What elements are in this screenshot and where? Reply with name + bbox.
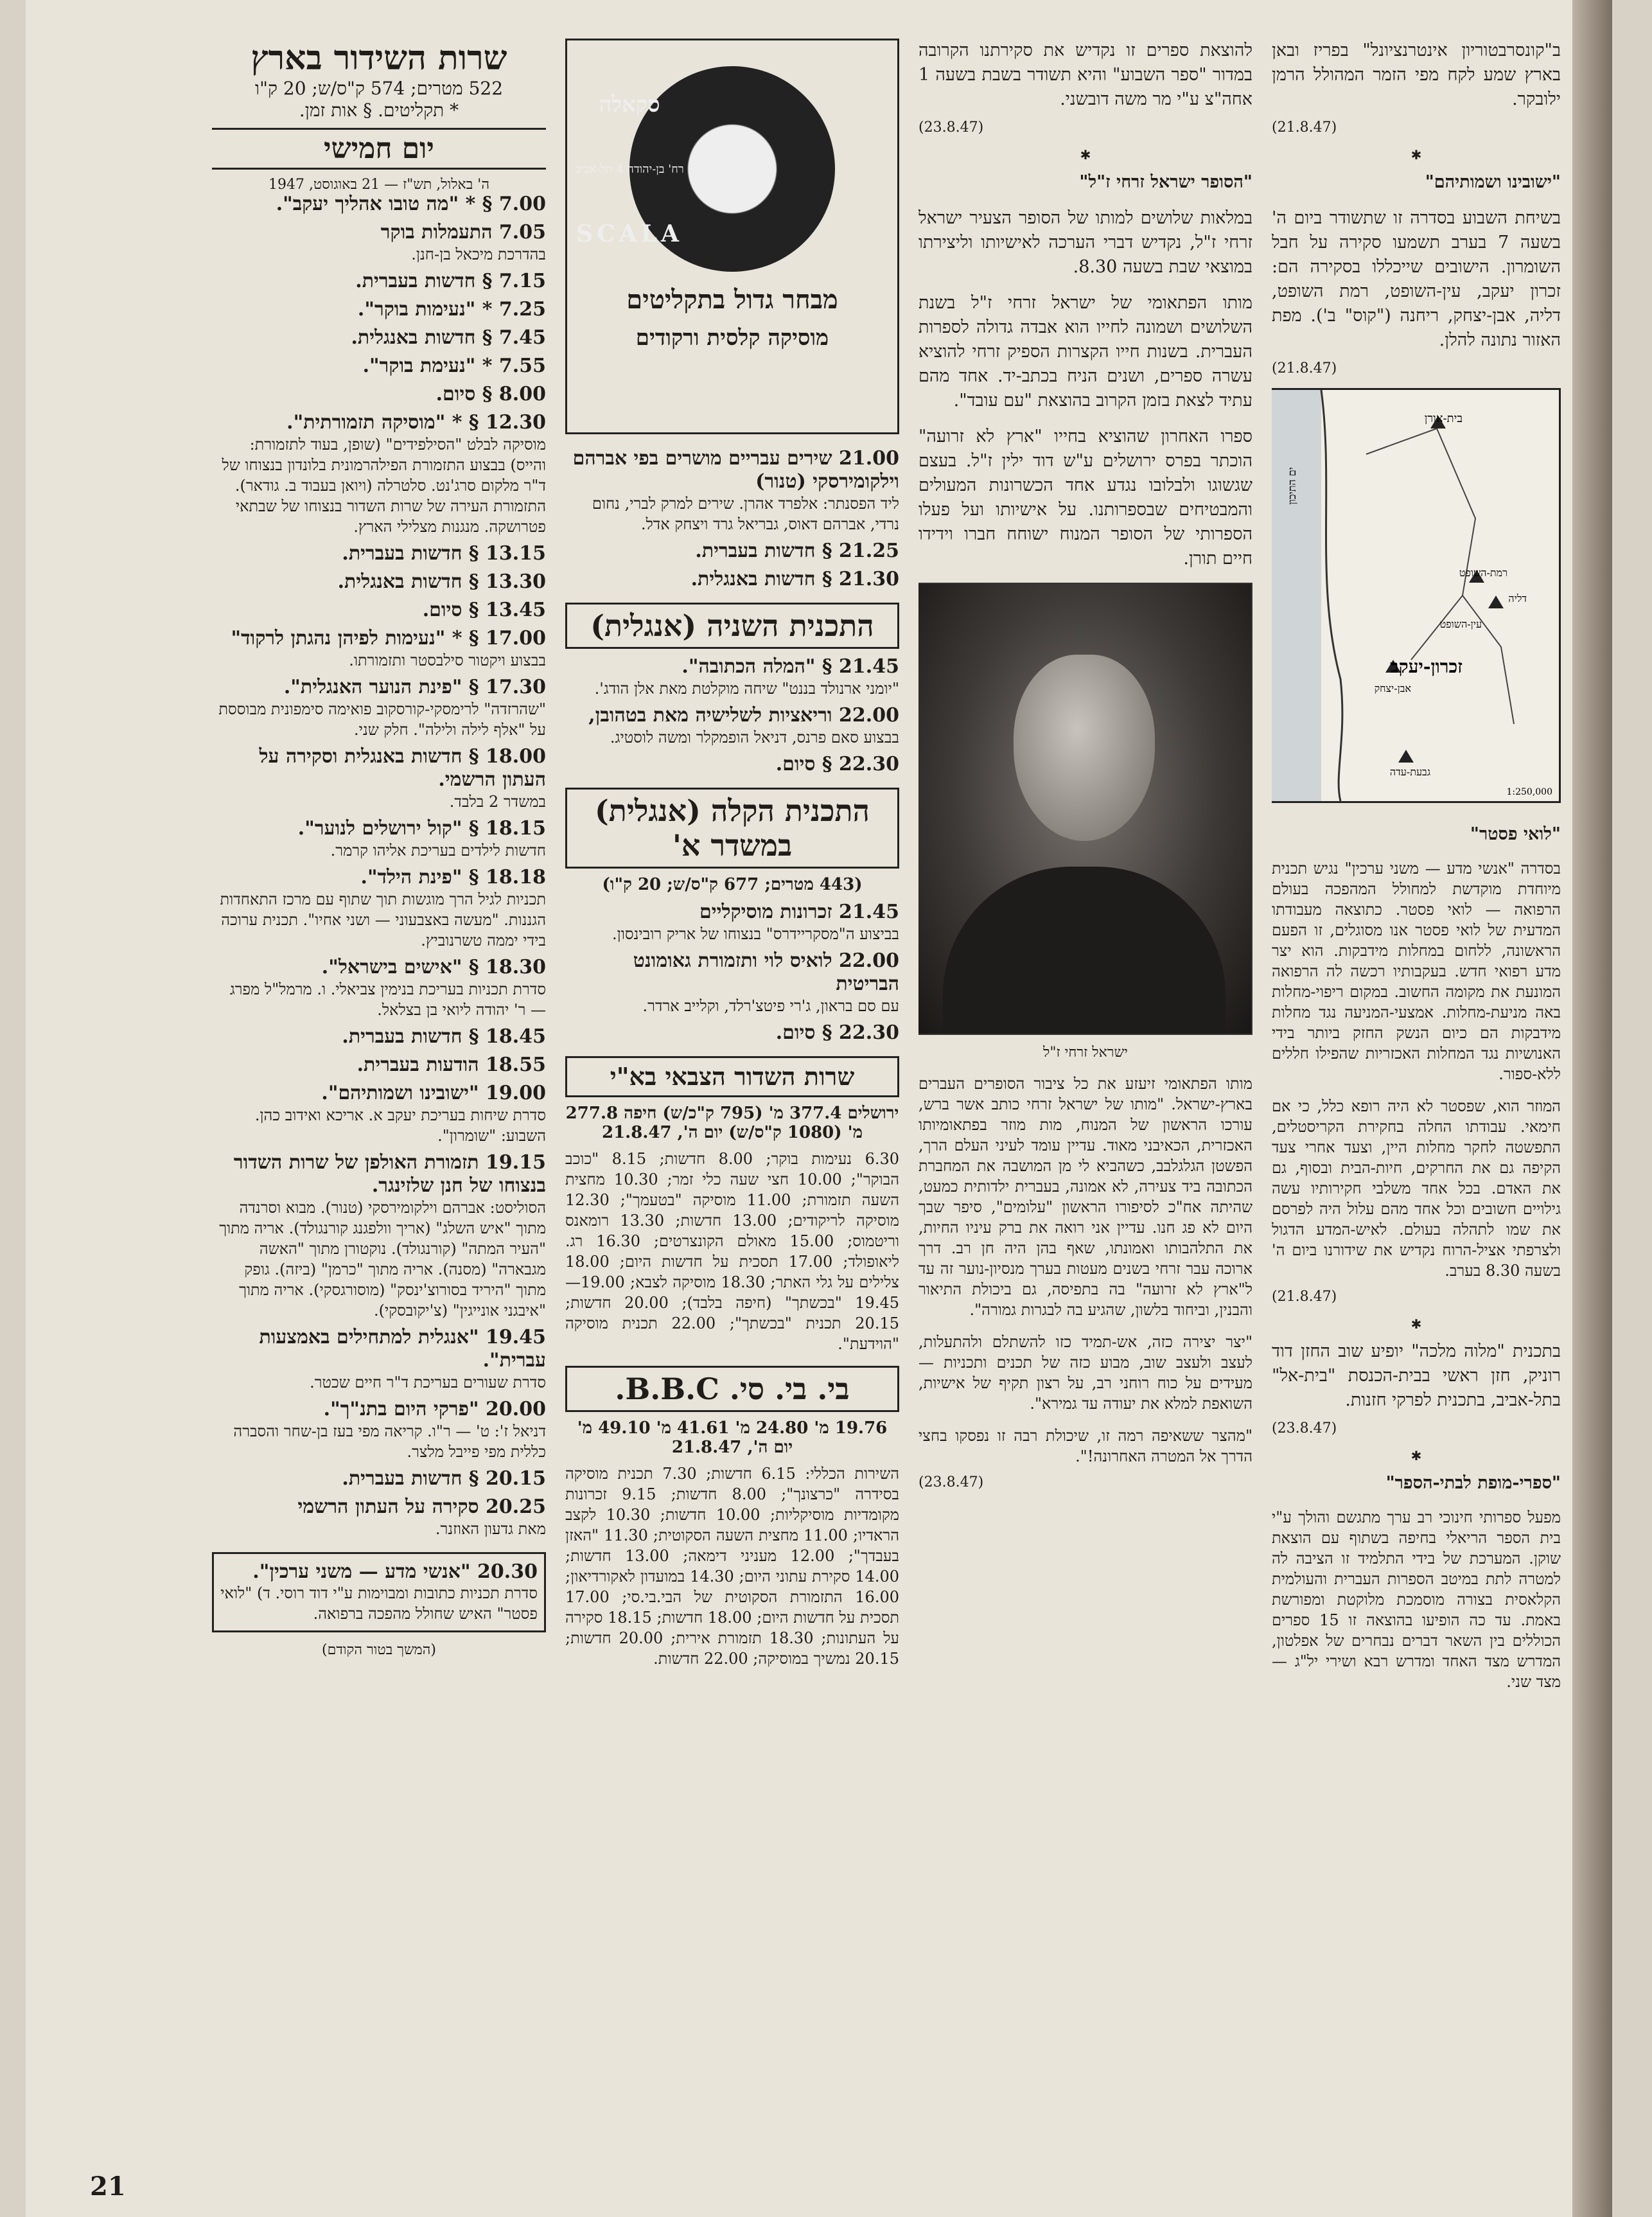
schedule-row bbox=[212, 298, 546, 321]
schedule-row bbox=[565, 950, 899, 1016]
schedule-desc: סדרת תכניות בעריכת בנימין צביאלי. ו. מרמל"ל מפרג — ר' יהודה ליואי בן בצלאל. bbox=[229, 980, 546, 1019]
schedule-row bbox=[212, 1082, 546, 1146]
schedule-time-title: 22.30 § סיום. bbox=[775, 1021, 899, 1044]
schedule-row bbox=[212, 542, 546, 565]
coastline bbox=[1321, 390, 1342, 801]
photo-face bbox=[1014, 655, 1155, 841]
schedule-row bbox=[212, 1151, 546, 1321]
article-text: בתכנית "מלוה מלכה" יופיע שוב החזן דוד רוניק, חזן ראשי בבית-הכנסת "בית-אל" בתל-אביב, בתכנית לפרקי חזנות. bbox=[1272, 1341, 1561, 1410]
schedule-legend: * תקליטים. § אות זמן. bbox=[299, 100, 459, 121]
section-title: בי. בי. סי. B.B.C. bbox=[565, 1366, 899, 1412]
schedule-row bbox=[212, 599, 546, 622]
schedule-time-title: 13.45 § סיום. bbox=[422, 599, 546, 621]
schedule-row bbox=[212, 745, 546, 812]
article-text: מותו הפתאומי זיעזע את כל ציבור הסופרים העברים בארץ-ישראל. "מותו של ישראל זרחי כותב אשר ברש, עורכו הראשון של המנוח, מות מוזר בפתאומיותו האכזרית, הכאיבני מאוד. עדיין עומד לעיני העלם הרך, הפשטן הגלגלבב, כשהביא לי מן המושבה את המחברת הכתובה ביד צעירה, לא אמונה, בעברית ילדותית כמעט, שהיתה אח"כ לסיפורו הראשון "עלומים", סיפר שבך היום לא פג חנו. עדיין אני רואה את ברק עיניו החיות, את התלהבותו ואמונתו, שאף בהן היה חן רב. דרך ארוכה עבר זרחי בשנים מעטות בערך מנסיון-נוער זה עד ל"ארץ לא זרועה" בה בתפיסה, גם ביכולת התיאור והבנין, וביחוד בלשון, שהגיע בה לבגרות גמורה". bbox=[918, 1075, 1252, 1319]
schedule-row bbox=[212, 1467, 546, 1490]
map-label: ים התיכון bbox=[1286, 467, 1298, 505]
schedule-time-title: 18.55 הודעות בעברית. bbox=[356, 1054, 546, 1076]
article-date: (23.8.47) bbox=[918, 1474, 984, 1490]
schedule-time-title: 19.00 "ישובינו ושמותיהם". bbox=[321, 1082, 546, 1104]
schedule-desc: בבצוע ויקטור סילבסטר ותזמורתו. bbox=[349, 651, 546, 669]
schedule-desc: בבצוע סאם פרנס, דניאל הופמקלר ומשה לוסטיג. bbox=[610, 729, 899, 746]
map-label: דליה bbox=[1508, 592, 1527, 605]
section-title: שרות השדור הצבאי בא"י bbox=[565, 1056, 899, 1097]
schedule-time-title: 21.45 § "המלה הכתובה". bbox=[681, 655, 899, 678]
schedule-desc: הסוליסט: אברהם וילקומירסקי (טנור). מבוא וסרנדה מתוך "איש השלג" (אריך וולפגנג קורנגולד). אריה מתוך "העיר המתה" (קורנגולד). נוקטורן מתוך "האשה מגבארה" (מסנה). אריה מתוך "כרמן" (ביזה). גופק מתוך "היריד בסורוצ'ינסק" (מוסורגסקי). אריה מתוך "איבגני אונייגין" (צ'יקובסקי). bbox=[219, 1199, 546, 1320]
schedule-time-title: 7.00 § * "מה טובו אהליך יעקב". bbox=[276, 193, 546, 215]
schedule-row bbox=[212, 221, 546, 265]
photo-caption: ישראל זרחי ז"ל bbox=[1043, 1045, 1128, 1061]
magazine-page bbox=[26, 0, 1612, 2217]
schedule-time-title: 18.18 § "פינת הילד". bbox=[360, 866, 546, 888]
road-line bbox=[1463, 596, 1514, 724]
schedule-row bbox=[212, 1054, 546, 1077]
article-text: "יצר יצירה כזה, אש-תמיד כזו להשתלם ולהתעלות, לעצב ולעצב שוב, מבוע כזה של תכנים ותכניות — מעידים על כוח רוחני רב, על רצון תקיף של אישיות, השואפת למלא את יעודה עד גמירא". bbox=[918, 1333, 1252, 1413]
map-label-main: זכרון-יעקב bbox=[1390, 656, 1463, 677]
broadcast-frequency: 522 מטרים; 574 ק"ס/ש; 20 ק"ו bbox=[254, 78, 504, 99]
settlement-icon bbox=[1488, 596, 1504, 608]
schedule-row bbox=[212, 1496, 546, 1539]
page-spine bbox=[1572, 0, 1612, 2217]
article-text: מפעל ספרותי חינוכי רב ערך מתגשם והולך ע"י בית הספר הריאלי בחיפה בשתוף עם הוצאת שוקן. המערכת של בידי התלמיד זו הציבה לה למטרה לתת במיטב הספרות העברית והעולמית הקלאסית בצורה מוסמכת מלוקטת ומפורשת באמת. עד כה הופיעו בהוצאה זו 15 ספרים הכוללים בין השאר דברים נבחרים של אפלטון, המדרש מצד האחד ומדרש רבא ושירי יל"ג — מצד שני. bbox=[1272, 1508, 1561, 1691]
ad-brand-latin: SCALA bbox=[576, 220, 683, 247]
map-label: בית-אורן bbox=[1424, 412, 1463, 425]
photo-suit bbox=[943, 867, 1226, 1034]
highlight-box bbox=[212, 1552, 546, 1632]
section-frequency: (443 מטרים; 677 ק"ס/ש; 20 ק"ו) bbox=[602, 875, 863, 894]
schedule-row bbox=[565, 753, 899, 776]
schedule-desc: סדרת שעורים בעריכת ד"ר חיים שכטר. bbox=[310, 1373, 546, 1391]
schedule-time-title: 17.30 § "פינת הנוער האנגלית". bbox=[283, 676, 546, 698]
schedule-row bbox=[565, 655, 899, 699]
schedule-time-title: 7.45 § חדשות באנגלית. bbox=[351, 326, 546, 349]
schedule-time-title: 22.30 § סיום. bbox=[775, 753, 899, 775]
schedule-time-title: 21.25 § חדשות בעברית. bbox=[695, 540, 899, 562]
schedule-time-title: 7.05 התעמלות בוקר bbox=[380, 221, 546, 243]
schedule-time-title: 19.45 "אנגלית למתחילים באמצעות עברית". bbox=[259, 1326, 546, 1372]
schedule-time-title: 22.00 לואיס לוי ותזמורת גאומונט הבריטית bbox=[633, 950, 899, 995]
schedule-desc: במשדר 2 בלבד. bbox=[449, 793, 546, 811]
article-heading: "ספרי-מופת לבתי-הספר" bbox=[1385, 1473, 1561, 1493]
schedule-row bbox=[212, 956, 546, 1020]
schedule-row bbox=[212, 270, 546, 293]
schedule-list bbox=[565, 901, 899, 1045]
schedule-desc: מוסיקה לבלט "הסילפידים" (שופן, בעוד לתזמורת: והייס) בבצוע התזמורת הפילהרמונית בלונדון בנצוחו של ד"ר מלקום סרג'נט. סלטרלה (ויואן בעבוד ב. גודאר). התזמורת העירה של שרות השדור בנצוחו של שבתאי פטרושקה. מנגנות מצלילי הארץ. bbox=[222, 436, 546, 536]
day-date: ה' באלול, תש"ז — 21 באוגוסט, 1947 bbox=[268, 177, 490, 193]
article-date: (21.8.47) bbox=[1272, 360, 1337, 376]
schedule-time-title: 7.55 * "נעימת בוקר". bbox=[362, 355, 546, 377]
article-heading: "לואי פסטר" bbox=[1470, 824, 1561, 844]
schedule-column-evening bbox=[565, 39, 899, 1669]
schedule-time-title: 18.30 § "אישים בישראל". bbox=[321, 956, 546, 978]
separator-star-icon: ✱ bbox=[1410, 1316, 1422, 1332]
map-label: עין-השופט bbox=[1439, 618, 1482, 630]
schedule-time-title: 7.15 § חדשות בעברית. bbox=[355, 270, 546, 292]
continued-note: (המשך בטור הקודם) bbox=[322, 1642, 436, 1658]
schedule-desc: מאת גדעון האוזנר. bbox=[435, 1520, 546, 1538]
schedule-time-title: 8.00 § סיום. bbox=[435, 383, 546, 405]
schedule-row bbox=[212, 411, 546, 537]
article-text: ב"קונסרבטוריון אינטרנציונל" בפריז ובאן בארץ שמע לקח מפי הזמר המהולל הרמן ילובקר. bbox=[1272, 40, 1561, 109]
schedule-list bbox=[565, 655, 899, 776]
articles-column-center bbox=[918, 39, 1252, 1502]
section-title: התכנית הקלה (אנגלית) במשדר א' bbox=[565, 788, 899, 869]
section-schedule-text: השירות הכללי: 6.15 חדשות; 7.30 תכנית מוסיקה בסידרה "כרצונך"; 8.00 חדשות; 9.15 זכרונות מקומדיות מוסיקליות; 10.00 חדשות; 10.30 לקצב הראדיו; 11.00 מחצית השעה הסקוטית; 11.30 "האזן בעבדך"; 12.00 מעניני דימאה; 13.00 חדשות; 14.00 סקירת עתוני היום; 14.30 במועדון לאקורדיאון; 16.00 התזמורת הסקוטית של הבי.בי.סי; 17.00 תסכית על חדשות היום; 18.00 חדשות; 18.15 סקירה על העתונות; 18.30 תזמורת אירית; 20.00 חדשות; 20.15 נמשיך במוסיקה; 22.00 חדשות. bbox=[565, 1465, 899, 1668]
map-svg bbox=[1272, 390, 1559, 801]
scala-advertisement bbox=[565, 39, 899, 434]
schedule-time-title: 21.30 § חדשות באנגלית. bbox=[690, 568, 899, 590]
article-text: מותו הפתאומי של ישראל זרחי ז"ל בשנת השלושים ושמונה לחייו הוא אבדה גדולה לספרות העברית. בשנות חייו הקצרות הספיק זרחי להוציא עשרה ספרים, ושנים הניח בכתב-יד. אחד מהם עתיד לצאת בזמן הקרוב בהוצאת "עם עובד". bbox=[918, 293, 1252, 411]
schedule-row bbox=[212, 570, 546, 594]
schedule-time-title: 13.15 § חדשות בעברית. bbox=[342, 542, 546, 565]
ad-slogan: מוסיקה קלסית ורקודים bbox=[635, 325, 829, 351]
separator-star-icon: ✱ bbox=[1410, 147, 1422, 163]
schedule-row bbox=[565, 704, 899, 748]
schedule-row bbox=[212, 1326, 546, 1393]
schedule-row bbox=[565, 1021, 899, 1045]
map-label: אבן-יצחק bbox=[1374, 682, 1411, 694]
record-disc-icon bbox=[575, 66, 835, 272]
schedule-desc: תכניות לגיל הרך מוגשות תוך שתוף עם מרכז התאחדות הגננות. "מעשה באצבעוני — ושני אחיו". תכנית ערוכה בידי יממה טשרנוביץ. bbox=[220, 890, 546, 950]
article-date: (21.8.47) bbox=[1272, 1289, 1337, 1305]
ad-slogan: מבחר גדול בתקליטים bbox=[626, 285, 838, 315]
schedule-row bbox=[212, 355, 546, 378]
section-frequency: 19.76 מ' 24.80 מ' 41.61 מ' 49.10 מ' יום ה', 21.8.47 bbox=[577, 1418, 888, 1457]
schedule-time-title: 21.45 זכרונות מוסיקליים bbox=[699, 901, 899, 923]
schedule-time-title: 20.00 "פרקי היום בתנ"ך". bbox=[323, 1398, 546, 1420]
schedule-desc: חדשות לילדים בעריכת אליהו קרמר. bbox=[330, 842, 546, 860]
articles-column-right bbox=[1272, 39, 1561, 1704]
schedule-desc: "שהרזדה" לרימסקי-קורסקוב פואימה סימפונית מבוססת על "אלף לילה ולילה". חלק שני. bbox=[218, 700, 546, 739]
schedule-row bbox=[212, 676, 546, 740]
article-text: בשיחת השבוע בסדרה זו שתשודר ביום ה' בשעה 7 בערב תשמעו סקירה על חבל השומרון. הישובים שייכללו בסקירה הם: זכרון יעקב, עין-השופט, רמת השופט, דליה, אבן-יצחק, ריחנה ("קוס" ב'). מפת האזור נתונה להלן. bbox=[1272, 208, 1561, 350]
schedule-time-title: 18.45 § חדשות בעברית. bbox=[342, 1025, 546, 1048]
page-number: 21 bbox=[90, 2171, 126, 2202]
article-date: (23.8.47) bbox=[918, 119, 984, 136]
schedule-row bbox=[565, 540, 899, 563]
section-title: התכנית השניה (אנגלית) bbox=[565, 603, 899, 649]
schedule-row bbox=[212, 627, 546, 671]
separator-star-icon: ✱ bbox=[1080, 147, 1091, 163]
schedule-row bbox=[212, 1025, 546, 1048]
schedule-time-title: 18.15 § "קול ירושלים לנוער". bbox=[297, 817, 546, 840]
article-text: ספרו האחרון שהוציא בחייו "ארץ לא זרועה" הוכתר בפרס ירושלים ע"ש דוד ילין ז"ל. בעצם שגשוגו ולבלובו נגדע אחד הכשרונות המעולים והמבטיחים שבספרותנו. על אישיותו ועל פעלו הספרותי של הסופר המנוח ישוחח חברו וידידו חיים תורן. bbox=[918, 427, 1252, 569]
schedule-time-title: 21.00 שירים עבריים מושרים בפי אברהם וילקומירסקי (טנור) bbox=[572, 447, 899, 493]
article-text: בסדרה "אנשי מדע — משני ערכין" נגיש תכנית מיוחדת מוקדשת למחולל המהפכה בעולם הרפואה — לואי פסטר. כתוצאה מעבודתו המדעית של לואי פסטר אנו מסוגלים, זו הפעם הראשונה, ללחום במחלות מידבקות. הוא יצר מדע רפואי חדש. בעקבותיו רכשה לה הרפואה המונעת את מקומה החשוב. במקום ריפוי-מחלות באה מניעת-מחלות. אמצעי-המניעה נגד מחלות מידבקות הם כיום הנשק החזק ביותר בידי האנושיות נגד המחלות האכזריות שהפילו חללים ללא-ספור. bbox=[1272, 860, 1561, 1083]
broadcast-service-title: שרות השידור בארץ bbox=[250, 39, 507, 78]
schedule-time-title: 19.15 תזמורת האולפן של שרות השדור בנצוחו של חנן שלזינגר. bbox=[233, 1151, 546, 1197]
schedule-row bbox=[565, 447, 899, 534]
map-label: גבעת-עדה bbox=[1389, 766, 1430, 778]
schedule-desc: בהדרכת מיכאל בן-חנן. bbox=[411, 245, 546, 263]
ad-brand-hebrew: סקאלה bbox=[599, 92, 660, 118]
author-photo bbox=[918, 583, 1252, 1035]
section-schedule-text: 6.30 נעימות בוקר; 8.00 חדשות; 8.15 "כוכב הבוקר"; 10.00 חצי שעה כלי זמר; 10.30 מחצית השעה תזמורת; 11.00 מוסיקה "בטעמך"; 12.30 מוסיקה לריקודים; 13.00 חדשות; 13.30 רומאנס וריטמוס; 15.00 מאולם הקונצרטים; 16.30 רג. ליאופולד; 17.00 תסכית על חדשות היום; 18.00 צלילים על גלי האתר; 18.30 מוסיקה לצבא; 19.00—19.45 "בכשתך" (חיפה בלבד); 20.00 חדשות; 20.15 תכנית "בכשתך"; 22.00 תכנית מוסיקה "הוידעת". bbox=[565, 1150, 899, 1353]
separator-star-icon: ✱ bbox=[1410, 1448, 1422, 1463]
schedule-row bbox=[212, 193, 546, 216]
article-date: (23.8.47) bbox=[1272, 1420, 1337, 1436]
schedule-time-title: 17.00 § * "נעימות לפיהן נהגתן לרקוד" bbox=[231, 627, 546, 649]
schedule-time-title: 12.30 § * "מוסיקה תזמורתית". bbox=[286, 411, 546, 434]
schedule-row bbox=[212, 866, 546, 951]
section-frequency: ירושלים 377.4 מ' (795 ק"כ/ש) חיפה 277.8 מ' (1080 ק"ס/ש) יום ה', 21.8.47 bbox=[565, 1104, 899, 1142]
schedule-row bbox=[565, 901, 899, 944]
sea-area bbox=[1272, 390, 1321, 801]
region-map bbox=[1272, 388, 1561, 803]
schedule-desc: עם סם בראון, ג'רי פיטצ'רלד, וקלייב ארדר. bbox=[642, 997, 899, 1015]
ad-address: רח' בן-יהודה 4 תל-אביב bbox=[575, 163, 684, 176]
article-text: במלאות שלושים למותו של הסופר הצעיר ישראל זרחי ז"ל, נקדיש דברי הערכה לאישיותו וליצירתו במוצאי שבת בשעה 8.30. bbox=[918, 208, 1252, 277]
schedule-time-title: 18.00 § חדשות באנגלית וסקירה על העתון הרשמי. bbox=[259, 745, 546, 791]
schedule-time-title: 22.00 וריאציות לשלישיה מאת בטהובן, bbox=[588, 704, 899, 727]
schedule-row bbox=[565, 568, 899, 591]
schedule-desc: בביצוע ה"מסקריידרס" בנצוחו של אריק רובינסון. bbox=[612, 925, 899, 943]
schedule-desc: ליד הפסנתר: אלפרד אהרן. שירים למרק לברי, נחום נרדי, אברהם דאוס, גבריאל גרד ויצחק אדל. bbox=[592, 495, 899, 533]
box-text: סדרת תכניות כתובות ומבוימות ע"י דוד רוסי. ד) "לואי פסטר" האיש שחולל מהפכה ברפואה. bbox=[220, 1584, 538, 1623]
article-heading: "ישובינו ושמותיהם" bbox=[1425, 172, 1561, 192]
schedule-desc: "יומני ארנולד בננט" שיחה מוקלטת מאת אלן הודג'. bbox=[594, 680, 899, 698]
article-text: "מהצר ששאיפה רמה זו, שיכולת רבה זו נפסקו בחצי הדרך אל המטרה האחרונה!". bbox=[918, 1427, 1252, 1465]
schedule-time-title: 20.25 סקירה על העתון הרשמי bbox=[297, 1496, 546, 1518]
schedule-row bbox=[212, 383, 546, 406]
article-text: להוצאת ספרים זו נקדיש את סקירתנו הקרובה במדור "ספר השבוע" והיא תשודר בשבת בשעה 1 אחה"צ ע"י מר משה דובשני. bbox=[918, 40, 1252, 109]
box-title: 20.30 "אנשי מדע — משני ערכין". bbox=[252, 1560, 538, 1583]
article-text: המוזר הוא, שפסטר לא היה רופא כלל, כי אם חימאי. עבודתו החלה בחקירת הקריסטלים, התפשטה לחקר מחלות היין, וצעד אחרי צעד הקיפה גם את החרקים, חיות-הבית ובסוף, גם את האדם. בכל אחד משלבי חקירותיו עשה גילויים חשובים וכל אחד מהם עלול היה לפרסם את שמו לתהלה בעולם. לאיש-המדע הדגול ולצרפתי אציל-הרוח נקדיש את שידורנו ביום ה' בשעה 8.30 בערב. bbox=[1272, 1097, 1561, 1280]
schedule-desc: דניאל ז': ט' — ר"ו. קריאה מפי בעז בן-שחר והסברה כללית מפי פייבל מלצר. bbox=[233, 1422, 546, 1461]
schedule-time-title: 7.25 * "נעימות בוקר". bbox=[357, 298, 546, 321]
article-date: (21.8.47) bbox=[1272, 119, 1337, 136]
article-heading: "הסופר ישראל זרחי ז"ל" bbox=[1079, 172, 1252, 192]
schedule-row bbox=[212, 1398, 546, 1462]
schedule-column-day bbox=[212, 39, 546, 1671]
schedule-time-title: 20.15 § חדשות בעברית. bbox=[342, 1467, 546, 1490]
day-heading: יום חמישי bbox=[212, 128, 546, 170]
map-scale: 1:250,000 bbox=[1506, 787, 1552, 797]
map-label: רמת-השופט bbox=[1459, 567, 1507, 579]
schedule-list bbox=[212, 193, 546, 1539]
schedule-row bbox=[212, 817, 546, 861]
schedule-time-title: 13.30 § חדשות באנגלית. bbox=[337, 570, 546, 593]
settlement-icon bbox=[1398, 750, 1414, 763]
schedule-desc: סדרת שיחות בעריכת יעקב א. אריכא ואידוב כהן. השבוע: "שומרון". bbox=[254, 1106, 546, 1145]
schedule-list bbox=[565, 447, 899, 591]
schedule-row bbox=[212, 326, 546, 349]
